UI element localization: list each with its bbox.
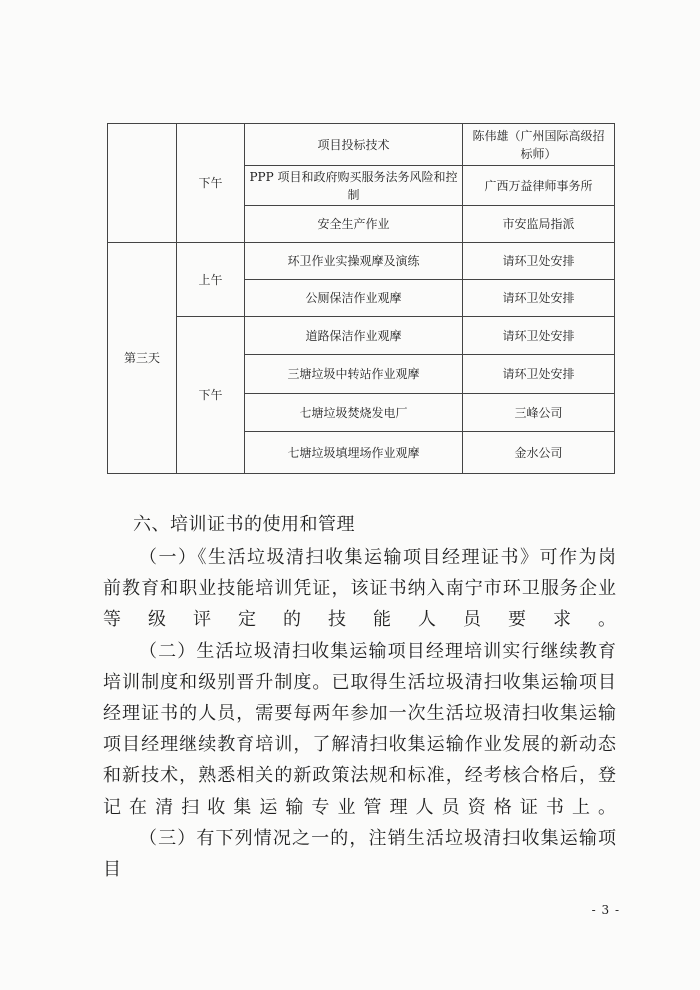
item-cell: 公厕保洁作业观摩 — [245, 280, 463, 317]
table-row — [108, 243, 615, 280]
party-cell: 请环卫处安排 — [463, 317, 615, 355]
item-cell: 七塘垃圾填埋场作业观摩 — [245, 432, 463, 474]
party-cell: 广西万益律师事务所 — [463, 166, 615, 206]
item-cell: 安全生产作业 — [245, 206, 463, 243]
period-cell: 上午 — [177, 243, 245, 317]
party-cell: 金水公司 — [463, 432, 615, 474]
paragraph: （一）《生活垃圾清扫收集运输项目经理证书》可作为岗前教育和职业技能培训凭证，该证书纳入南宁市环卫服务企业等级评定的技能人员要求。 — [103, 547, 617, 631]
item-cell: 项目投标技术 — [245, 124, 463, 166]
section-body — [103, 542, 617, 885]
day-cell — [108, 124, 177, 243]
item-cell: 七塘垃圾焚烧发电厂 — [245, 394, 463, 432]
page-number: - 3 - — [591, 903, 620, 917]
period-cell: 下午 — [177, 317, 245, 474]
item-cell: 道路保洁作业观摩 — [245, 317, 463, 355]
table-row — [108, 124, 615, 166]
training-schedule-table — [107, 123, 615, 474]
period-cell: 下午 — [177, 124, 245, 243]
item-cell: 环卫作业实操观摩及演练 — [245, 243, 463, 280]
paragraph: （三）有下列情况之一的，注销生活垃圾清扫收集运输项目 — [103, 827, 617, 881]
item-cell: 三塘垃圾中转站作业观摩 — [245, 355, 463, 394]
party-cell: 请环卫处安排 — [463, 355, 615, 394]
item-cell: PPP 项目和政府购买服务法务风险和控制 — [245, 166, 463, 206]
party-cell: 请环卫处安排 — [463, 280, 615, 317]
party-cell: 请环卫处安排 — [463, 243, 615, 280]
party-cell: 陈伟雄（广州国际高级招标师） — [463, 124, 615, 166]
table-row — [108, 317, 615, 355]
party-cell: 三峰公司 — [463, 394, 615, 432]
party-cell: 市安监局指派 — [463, 206, 615, 243]
section-heading: 六、培训证书的使用和管理 — [133, 514, 355, 535]
day-cell: 第三天 — [108, 243, 177, 474]
paragraph: （二）生活垃圾清扫收集运输项目经理培训实行继续教育培训制度和级别晋升制度。已取得生活垃圾清扫收集运输项目经理证书的人员，需要每两年参加一次生活垃圾清扫收集运输项目经理继续教育培训，了解清扫收集运输作业发展的新动态和新技术，熟悉相关的新政策法规和标准，经考核合格后，登记在清扫收集运输专业管理人员资格证书上。 — [103, 640, 617, 818]
